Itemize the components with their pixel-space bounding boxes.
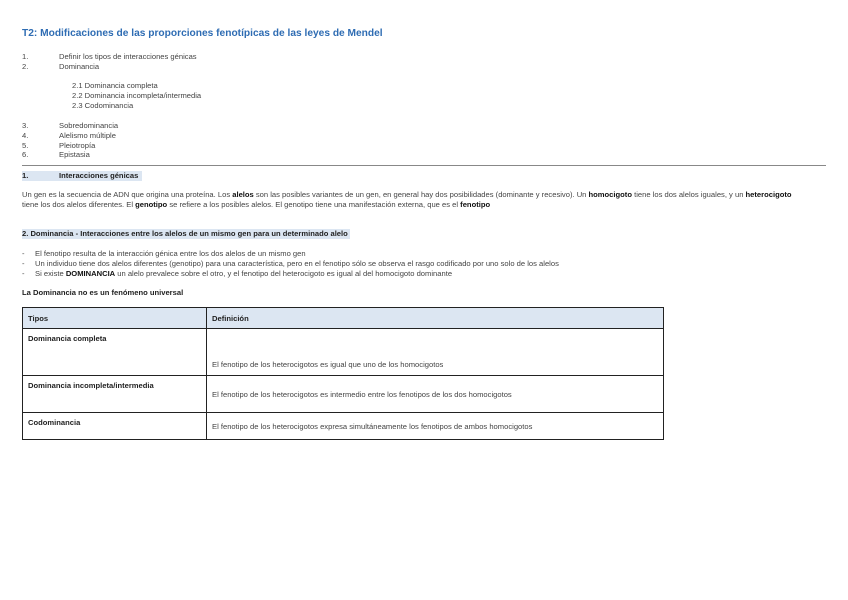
para-text: Un gen es la secuencia de ADN que origina una proteína. Los bbox=[22, 190, 233, 199]
section1-paragraph bbox=[22, 190, 802, 211]
para-text: son las posibles variantes de un gen, en general hay dos posibilidades (dominante y recesivo). Un bbox=[253, 190, 589, 199]
toc-item bbox=[22, 52, 197, 62]
keyword-dominancia: DOMINANCIA bbox=[65, 268, 116, 278]
para-text: se refiere a los posibles alelos. El genotipo tiene una manifestación externa, que es el bbox=[167, 200, 461, 210]
toc-item bbox=[22, 141, 118, 151]
toc-item-number: 6. bbox=[22, 150, 29, 160]
cell-tipo: Dominancia incompleta/intermedia bbox=[23, 376, 207, 413]
para-text: tiene los dos alelos iguales, y un bbox=[631, 190, 746, 199]
toc-item bbox=[22, 121, 118, 131]
toc-item-label: Definir los tipos de interacciones génicas bbox=[59, 52, 197, 61]
toc-list-b bbox=[22, 121, 118, 160]
toc-item-number: 3. bbox=[22, 121, 29, 130]
section1-heading bbox=[22, 171, 142, 181]
bullet-text: un alelo prevalece sobre el otro, y el fenotipo del heterocigoto es igual al del homocigoto dominante bbox=[115, 268, 453, 278]
section1-number: 1. bbox=[22, 171, 29, 180]
cell-tipo: Dominancia completa bbox=[23, 329, 207, 376]
toc-subitem: 2.1 Dominancia completa bbox=[72, 81, 158, 90]
bullet-text: El fenotipo resulta de la interacción génica entre los dos alelos de un mismo gen bbox=[35, 249, 306, 258]
table-row bbox=[23, 413, 664, 440]
section-divider bbox=[22, 165, 826, 166]
keyword-fenotipo: fenotipo bbox=[460, 200, 491, 210]
toc-item-label: Pleiotropía bbox=[59, 140, 96, 150]
toc-subitem: 2.3 Codominancia bbox=[72, 100, 134, 110]
cell-definicion: El fenotipo de los heterocigotos expresa simultáneamente los fenotipos de ambos homocigotos bbox=[207, 413, 664, 440]
toc-item-number: 4. bbox=[22, 130, 29, 140]
list-item: - Si existe DOMINANCIA un alelo prevalece sobre el otro, y el fenotipo del heterocigoto es igual al del homocigoto dominante bbox=[22, 268, 453, 278]
table-header-row bbox=[23, 308, 664, 329]
toc-item-label: Sobredominancia bbox=[59, 121, 119, 130]
keyword-heterocigoto: heterocigoto bbox=[745, 190, 792, 199]
dominance-table bbox=[22, 307, 664, 440]
toc-item-number: 2. bbox=[22, 61, 29, 71]
list-item: - El fenotipo resulta de la interacción génica entre los dos alelos de un mismo gen bbox=[22, 249, 306, 258]
column-header-definicion: Definición bbox=[207, 308, 664, 329]
cell-tipo: Codominancia bbox=[23, 413, 207, 440]
column-header-tipos: Tipos bbox=[23, 308, 207, 329]
toc-item bbox=[22, 62, 197, 72]
list-item: - Un individuo tiene dos alelos diferentes (genotipo) para una característica, pero en el fenotipo sólo se observa el rasgo codificado por uno solo de los alelos bbox=[22, 258, 559, 268]
toc-item-number: 5. bbox=[22, 140, 29, 150]
keyword-alelos: alelos bbox=[232, 190, 254, 199]
page-title: T2: Modificaciones de las proporciones fenotípicas de las leyes de Mendel bbox=[22, 28, 383, 39]
section2-heading: 2. Dominancia - Interacciones entre los alelos de un mismo gen para un determinado alelo bbox=[22, 229, 348, 238]
toc-list-a bbox=[22, 52, 197, 72]
cell-definicion: El fenotipo de los heterocigotos es intermedio entre los fenotipos de los dos homocigotos bbox=[207, 376, 664, 413]
bullet-text: Un individuo tiene dos alelos diferentes (genotipo) para una característica, pero en el fenotipo sólo se observa el rasgo codificado por uno solo de los alelos bbox=[35, 258, 559, 268]
keyword-genotipo: genotipo bbox=[135, 200, 168, 210]
toc-item bbox=[22, 131, 118, 141]
toc-sublist bbox=[22, 81, 201, 110]
toc-item-label: Epistasia bbox=[59, 150, 90, 160]
bullet-text: Si existe bbox=[35, 268, 66, 278]
toc-item-label: Alelismo múltiple bbox=[59, 130, 116, 140]
toc-item-number: 1. bbox=[22, 52, 29, 61]
cell-definicion: El fenotipo de los heterocigotos es igual que uno de los homocigotos bbox=[207, 329, 664, 376]
section1-title: Interacciones génicas bbox=[59, 171, 139, 180]
table-row bbox=[23, 329, 664, 376]
toc-item bbox=[22, 150, 118, 160]
dominance-note: La Dominancia no es un fenómeno universal bbox=[22, 288, 184, 297]
para-text: tiene los dos alelos diferentes. El bbox=[22, 200, 136, 210]
toc-item-label: Dominancia bbox=[59, 61, 100, 71]
toc-subitem: 2.2 Dominancia incompleta/intermedia bbox=[72, 90, 202, 100]
section2-bullet-list bbox=[22, 249, 559, 278]
keyword-homocigoto: homocigoto bbox=[588, 190, 632, 199]
table-row bbox=[23, 376, 664, 413]
